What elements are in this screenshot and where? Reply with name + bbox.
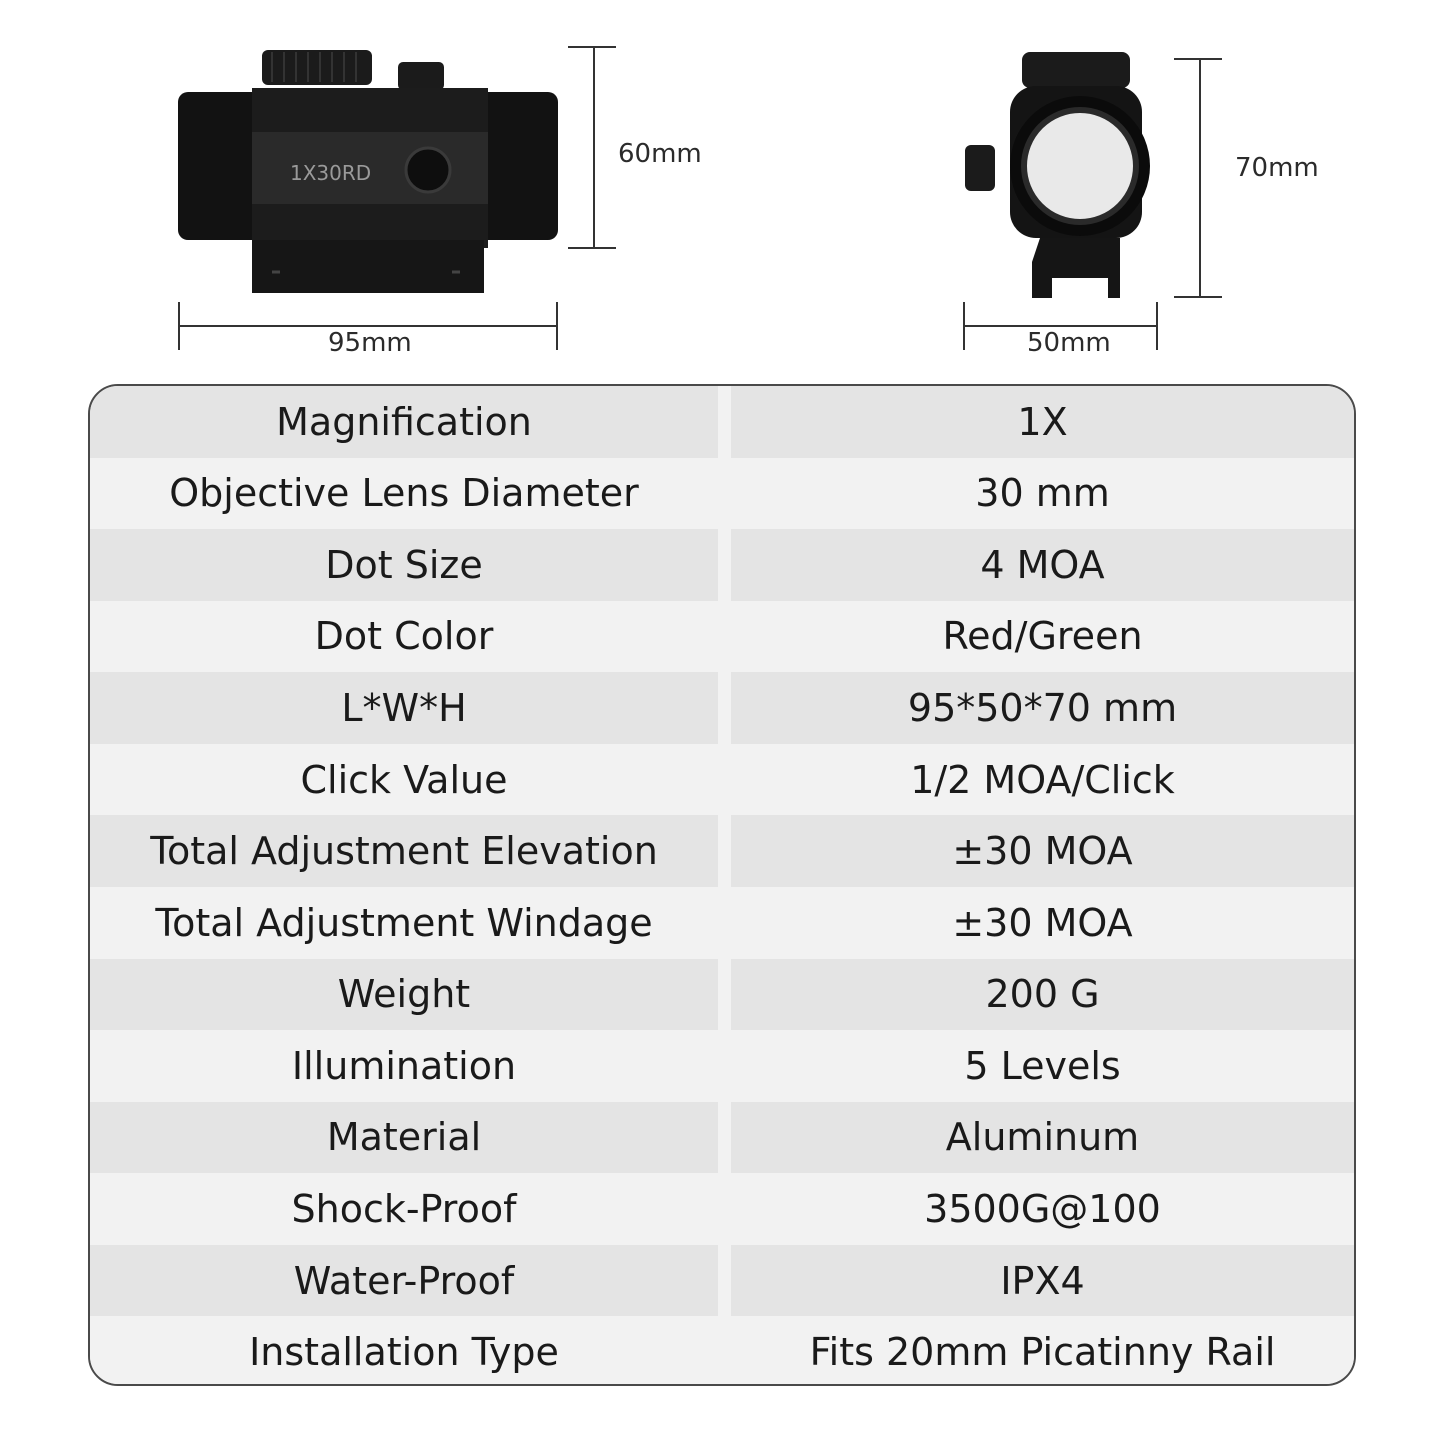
length-label: 95mm [328, 328, 412, 358]
scope-side-view [0, 0, 720, 370]
spec-row [90, 1030, 1354, 1102]
spec-label: Total Adjustment Windage [90, 887, 718, 959]
spec-row [90, 1245, 1354, 1317]
spec-value: IPX4 [731, 1245, 1354, 1317]
spec-value: ±30 MOA [731, 887, 1354, 959]
spec-label: Illumination [90, 1030, 718, 1102]
spec-row [90, 815, 1354, 887]
spec-label: Dot Color [90, 601, 718, 673]
spec-row [90, 887, 1354, 959]
spec-label: Weight [90, 959, 718, 1031]
spec-value: 1/2 MOA/Click [731, 744, 1354, 816]
front-turret [1022, 52, 1130, 88]
spec-label: Dot Size [90, 529, 718, 601]
spec-row [90, 672, 1354, 744]
brightness-knob [398, 62, 444, 90]
spec-row [90, 1173, 1354, 1245]
column-divider [718, 1102, 731, 1174]
rail-mount [252, 240, 484, 293]
column-divider [718, 815, 731, 887]
column-divider [718, 529, 731, 601]
column-divider [718, 1316, 731, 1386]
width-label: 50mm [1027, 328, 1111, 358]
spec-label: Installation Type [90, 1316, 718, 1386]
spec-row [90, 529, 1354, 601]
spec-row [90, 386, 1354, 458]
front-height-dimension-line [1174, 59, 1222, 297]
objective-ring [1010, 96, 1150, 236]
column-divider [718, 887, 731, 959]
side-knob [406, 148, 450, 192]
column-divider [718, 959, 731, 1031]
spec-label: Magnification [90, 386, 718, 458]
spec-label: Objective Lens Diameter [90, 458, 718, 530]
spec-value: 200 G [731, 959, 1354, 1031]
column-divider [718, 744, 731, 816]
spec-label: Shock-Proof [90, 1173, 718, 1245]
spec-row [90, 1102, 1354, 1174]
spec-value: 95*50*70 mm [731, 672, 1354, 744]
spec-row [90, 458, 1354, 530]
spec-row [90, 1316, 1354, 1386]
spec-value: ±30 MOA [731, 815, 1354, 887]
spec-row [90, 601, 1354, 673]
height-dimension-line [568, 47, 616, 248]
lens [1024, 110, 1136, 222]
spec-label: L*W*H [90, 672, 718, 744]
spec-label: Water-Proof [90, 1245, 718, 1317]
model-marking: 1X30RD [290, 161, 372, 185]
column-divider [718, 458, 731, 530]
spec-label: Material [90, 1102, 718, 1174]
front-mount [1032, 238, 1120, 298]
column-divider [718, 672, 731, 744]
spec-value: Red/Green [731, 601, 1354, 673]
column-divider [718, 601, 731, 673]
front-housing [1010, 86, 1142, 238]
spec-value: Aluminum [731, 1102, 1354, 1174]
column-divider [718, 1245, 731, 1317]
spec-value: 3500G@100 [731, 1173, 1354, 1245]
spec-value: Fits 20mm Picatinny Rail [731, 1316, 1354, 1386]
spec-value: 4 MOA [731, 529, 1354, 601]
spec-value: 30 mm [731, 458, 1354, 530]
height-side-label: 60mm [618, 139, 702, 169]
height-front-label: 70mm [1235, 153, 1319, 183]
spec-row [90, 744, 1354, 816]
spec-label: Total Adjustment Elevation [90, 815, 718, 887]
spec-table [88, 384, 1356, 1386]
column-divider [718, 386, 731, 458]
column-divider [718, 1030, 731, 1102]
spec-row [90, 959, 1354, 1031]
spec-value: 1X [731, 386, 1354, 458]
spec-label: Click Value [90, 744, 718, 816]
column-divider [718, 1173, 731, 1245]
spec-value: 5 Levels [731, 1030, 1354, 1102]
